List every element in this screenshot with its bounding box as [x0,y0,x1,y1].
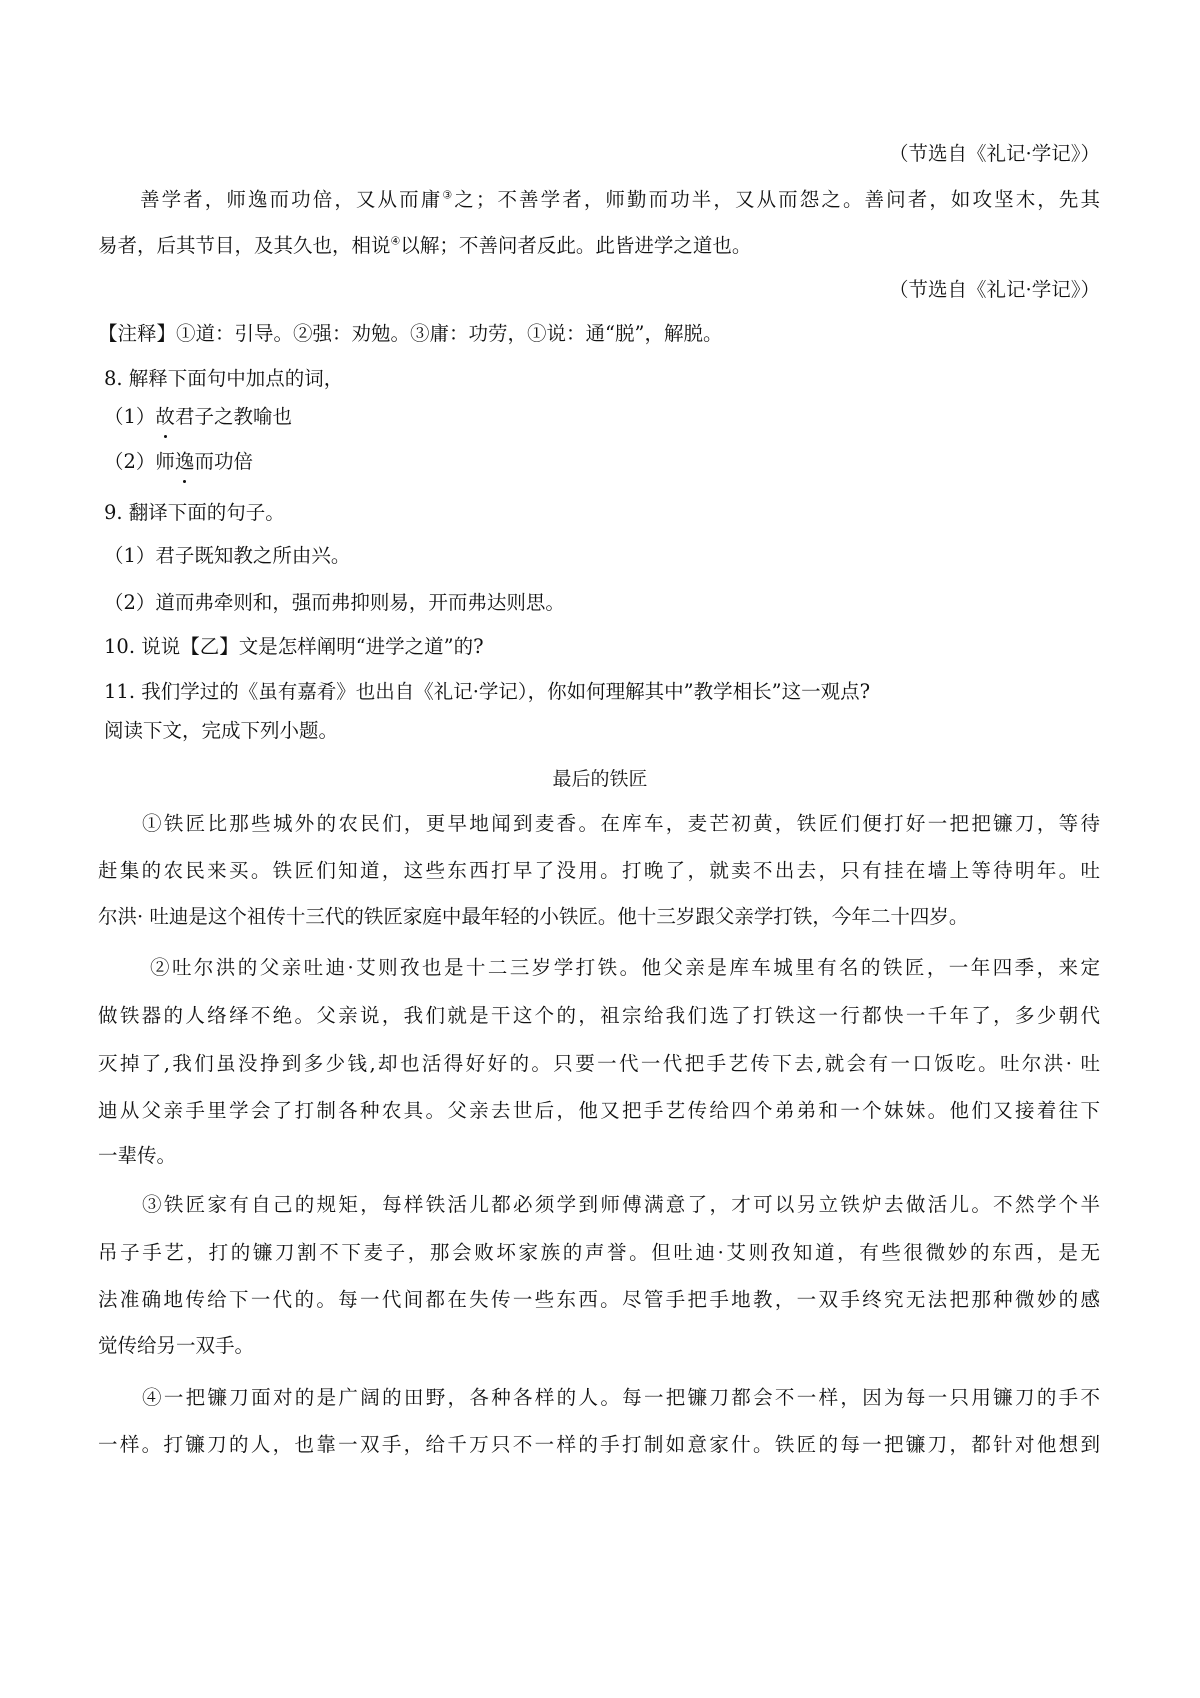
reading-instruction: 阅读下文，完成下列小题。 [104,719,339,742]
passage-b-line-1: 善学者，师逸而功倍，又从而庸③之；不善学者，师勤而功半，又从而怨之。善问者，如攻坚木，先其 [140,188,1100,211]
source-note-1: （节选自《礼记·学记》） [889,142,1100,165]
question-9-stem: 9. 翻译下面的句子。 [104,501,285,524]
annotation-notes: 【注释】①道：引导。②强：劝勉。③庸：功劳，①说：通“脱”，解脱。 [98,322,723,345]
paragraph-line: 做铁器的人络绎不绝。父亲说，我们就是干这个的，祖宗给我们选了打铁这一行都快一千年了，多少朝代 [98,1004,1100,1027]
paragraph-line: 觉传给另一双手。 [98,1334,255,1357]
passage-b-line-2: 易者，后其节目，及其久也，相说④以解；不善问者反此。此皆进学之道也。 [98,234,752,257]
paragraph-line: 一辈传。 [98,1144,177,1167]
source-note-2: （节选自《礼记·学记》） [889,278,1100,301]
paragraph-line: 法准确地传给下一代的。每一代间都在失传一些东西。尽管手把手地教，一双手终究无法把那种微妙的感 [98,1288,1100,1311]
question-11: 11. 我们学过的《虽有嘉肴》也出自《礼记·学记），你如何理解其中”教学相长”这一观点? [104,680,871,703]
question-8-item-2: （2）师逸而功倍 [104,448,1100,476]
paragraph-line: 吊子手艺，打的镰刀割不下麦子，那会败坏家族的声誉。但吐迪·艾则孜知道，有些很微妙的东西，是无 [98,1241,1100,1264]
paragraph-line: ②吐尔洪的父亲吐迪·艾则孜也是十二三岁学打铁。他父亲是库车城里有名的铁匠，一年四季，来定 [150,956,1100,979]
paragraph-line: 灭掉了,我们虽没挣到多少钱,却也活得好好的。只要一代一代把手艺传下去,就会有一口饭吃。吐尔洪· 吐 [98,1052,1100,1075]
dotted-word: 逸 [175,448,195,476]
question-9-item-1: （1）君子既知教之所由兴。 [104,544,351,567]
paragraph-line: 一样。打镰刀的人，也靠一双手，给千万只不一样的手打制如意家什。铁匠的每一把镰刀，都针对他想到 [98,1433,1100,1456]
paragraph-line: ③铁匠家有自己的规矩，每样铁活儿都必须学到师傅满意了，才可以另立铁炉去做活儿。不然学个半 [142,1193,1100,1216]
question-9-item-2: （2）道而弗牵则和，强而弗抑则易，开而弗达则思。 [104,591,565,614]
question-8-stem: 8. 解释下面句中加点的词， [104,367,344,390]
question-8-item-1: （1）故君子之教喻也 [104,403,1100,431]
paragraph-line: 迪从父亲手里学会了打制各种农具。父亲去世后，他又把手艺传给四个弟弟和一个妹妹。他们又接着往下 [98,1099,1100,1122]
paragraph-line: ④一把镰刀面对的是广阔的田野，各种各样的人。每一把镰刀都会不一样，因为每一只用镰刀的手不 [142,1386,1100,1409]
paragraph-line: ①铁匠比那些城外的农民们，更早地闻到麦香。在库车，麦芒初黄，铁匠们便打好一把把镰刀，等待 [142,812,1100,835]
dotted-word: 故 [155,403,175,431]
article-title: 最后的铁匠 [552,768,648,790]
paragraph-line: 赶集的农民来买。铁匠们知道，这些东西打早了没用。打晚了，就卖不出去，只有挂在墙上等待明年。吐 [98,859,1100,882]
paragraph-line: 尔洪· 吐迪是这个祖传十三代的铁匠家庭中最年轻的小铁匠。他十三岁跟父亲学打铁，今年二十四岁。 [98,905,969,928]
question-10: 10. 说说【乙】文是怎样阐明“进学之道”的? [104,635,484,658]
